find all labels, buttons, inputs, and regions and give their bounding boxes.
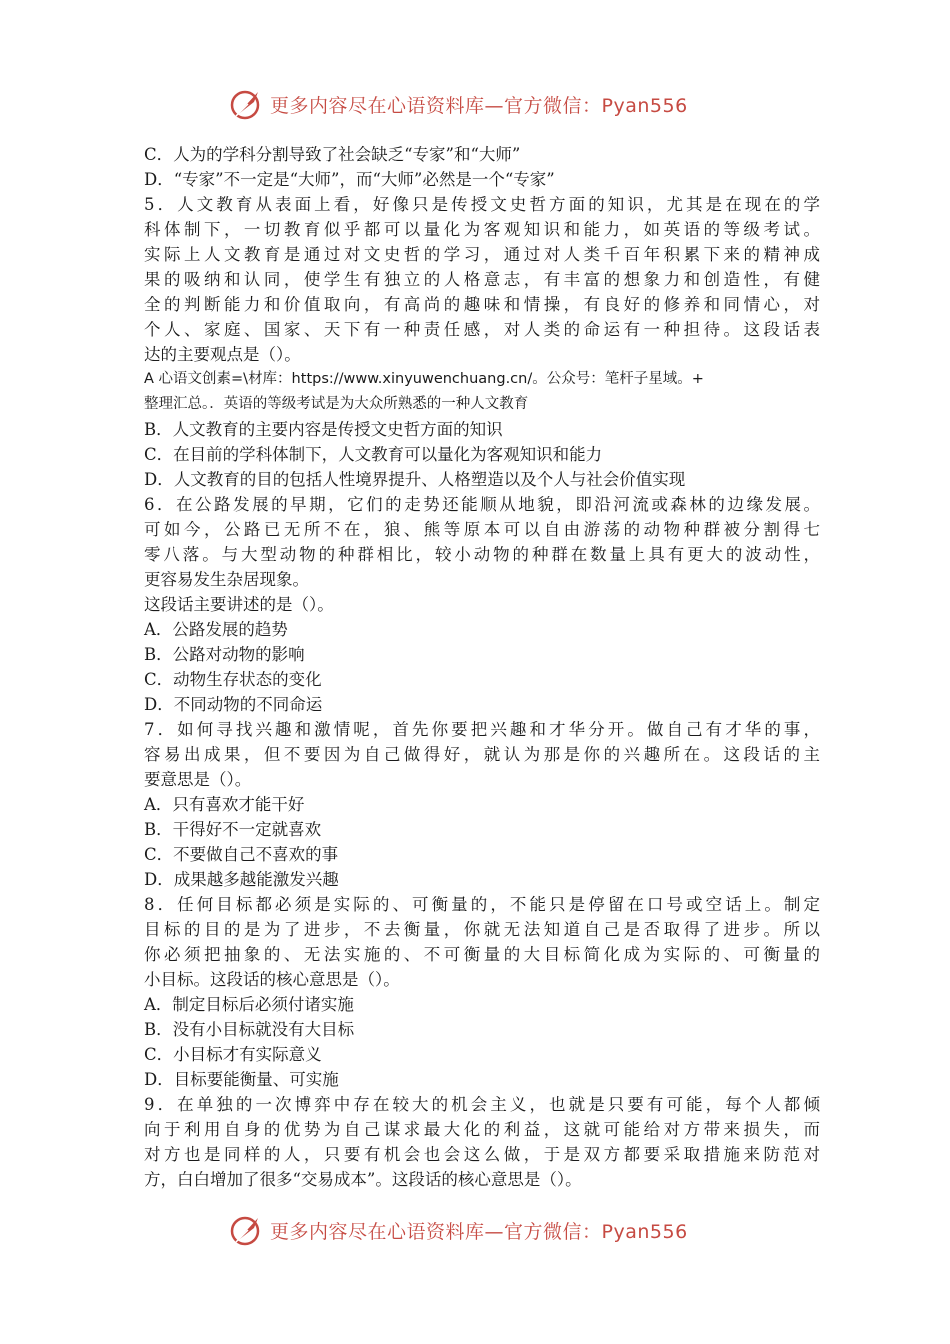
footer-banner-text: 更多内容尽在心语资料库—官方微信：Pyan556 bbox=[270, 1220, 688, 1243]
quill-logo-icon bbox=[228, 86, 264, 122]
footer-banner bbox=[228, 1210, 688, 1250]
option-line: D．不同动物的不同命运 bbox=[144, 695, 323, 714]
option-line: C．不要做自己不喜欢的事 bbox=[144, 845, 339, 864]
text-line: 可如今，公路已无所不在，狼、熊等原本可以自由游荡的动物种群被分割得七 bbox=[144, 520, 820, 539]
text-line: 个人、家庭、国家、天下有一种责任感，对人类的命运有一种担待。这段话表 bbox=[144, 320, 820, 339]
option-line: B．人文教育的主要内容是传授文史哲方面的知识 bbox=[144, 420, 503, 439]
text-line: 实际上人文教育是通过对文史哲的学习，通过对人类千百年积累下来的精神成 bbox=[144, 245, 820, 264]
text-line: 容易出成果，但不要因为自己做得好，就认为那是你的兴趣所在。这段话的主 bbox=[144, 745, 820, 764]
watermark-text-line: 整理汇总。．英语的等级考试是为大众所熟悉的一种人文教育 bbox=[144, 396, 529, 412]
option-line: B．没有小目标就没有大目标 bbox=[144, 1020, 355, 1039]
text-line: 更容易发生杂居现象。 bbox=[144, 570, 309, 589]
text-line: 向于利用自身的优势为自己谋求最大化的利益，这就可能给对方带来损失，而 bbox=[144, 1120, 820, 1139]
text-line: 果的吸纳和认同，使学生有独立的人格意志，有丰富的想象力和创造性，有健 bbox=[144, 270, 820, 289]
text-line: 这段话主要讲述的是（）。 bbox=[144, 595, 334, 614]
text-line: 要意思是（）。 bbox=[144, 770, 252, 789]
text-line: 6．在公路发展的早期，它们的走势还能顺从地貌，即沿河流或森林的边缘发展。 bbox=[144, 495, 820, 514]
text-line: 达的主要观点是（）。 bbox=[144, 345, 301, 364]
text-line: 你必须把抽象的、无法实施的、不可衡量的大目标简化成为实际的、可衡量的 bbox=[144, 945, 820, 964]
header-banner bbox=[228, 84, 688, 124]
text-line: 小目标。这段话的核心意思是（）。 bbox=[144, 970, 400, 989]
text-line: 对方也是同样的人，只要有机会也会这么做，于是双方都要采取措施来防范对 bbox=[144, 1145, 820, 1164]
option-line: D．成果越多越能激发兴趣 bbox=[144, 870, 339, 889]
option-line: D．目标要能衡量、可实施 bbox=[144, 1070, 339, 1089]
option-line: C．动物生存状态的变化 bbox=[144, 670, 322, 689]
header-banner-text: 更多内容尽在心语资料库—官方微信：Pyan556 bbox=[270, 94, 688, 117]
text-line: D．“专家”不一定是“大师”，而“大师”必然是一个“专家” bbox=[144, 170, 555, 189]
option-line: A．只有喜欢才能干好 bbox=[144, 795, 305, 814]
text-line: 5．人文教育从表面上看，好像只是传授文史哲方面的知识，尤其是在现在的学 bbox=[144, 195, 820, 214]
option-line: C．在目前的学科体制下，人文教育可以量化为客观知识和能力 bbox=[144, 445, 603, 464]
text-line: 方，白白增加了很多“交易成本”。这段话的核心意思是（）。 bbox=[144, 1170, 582, 1189]
option-line: C．小目标才有实际意义 bbox=[144, 1045, 322, 1064]
text-line: 零八落。与大型动物的种群相比，较小动物的种群在数量上具有更大的波动性， bbox=[144, 545, 820, 564]
option-line: A．制定目标后必须付诸实施 bbox=[144, 995, 354, 1014]
text-line: 8．任何目标都必须是实际的、可衡量的，不能只是停留在口号或空话上。制定 bbox=[144, 895, 820, 914]
text-line: 9．在单独的一次博弈中存在较大的机会主义，也就是只要有可能，每个人都倾 bbox=[144, 1095, 820, 1114]
option-line: B．干得好不一定就喜欢 bbox=[144, 820, 322, 839]
quill-logo-icon bbox=[228, 1212, 264, 1248]
option-line: D．人文教育的目的包括人性境界提升、人格塑造以及个人与社会价值实现 bbox=[144, 470, 686, 489]
text-line: 目标的目的是为了进步，不去衡量，你就无法知道自己是否取得了进步。所以 bbox=[144, 920, 820, 939]
option-line: A．公路发展的趋势 bbox=[144, 620, 288, 639]
text-line: 7．如何寻找兴趣和激情呢，首先你要把兴趣和才华分开。做自己有才华的事， bbox=[144, 720, 820, 739]
text-line: 全的判断能力和价值取向，有高尚的趣味和情操，有良好的修养和同情心，对 bbox=[144, 295, 820, 314]
watermark-text-line: A 心语文创素=\材库：https://www.xinyuwenchuang.cn/。公众号：笔杆子星域。+ bbox=[144, 371, 704, 387]
text-line: C．人为的学科分割导致了社会缺乏“专家”和“大师” bbox=[144, 145, 521, 164]
document-body bbox=[144, 142, 820, 1192]
option-line: B．公路对动物的影响 bbox=[144, 645, 305, 664]
text-line: 科体制下，一切教育似乎都可以量化为客观知识和能力，如英语的等级考试。 bbox=[144, 220, 820, 239]
